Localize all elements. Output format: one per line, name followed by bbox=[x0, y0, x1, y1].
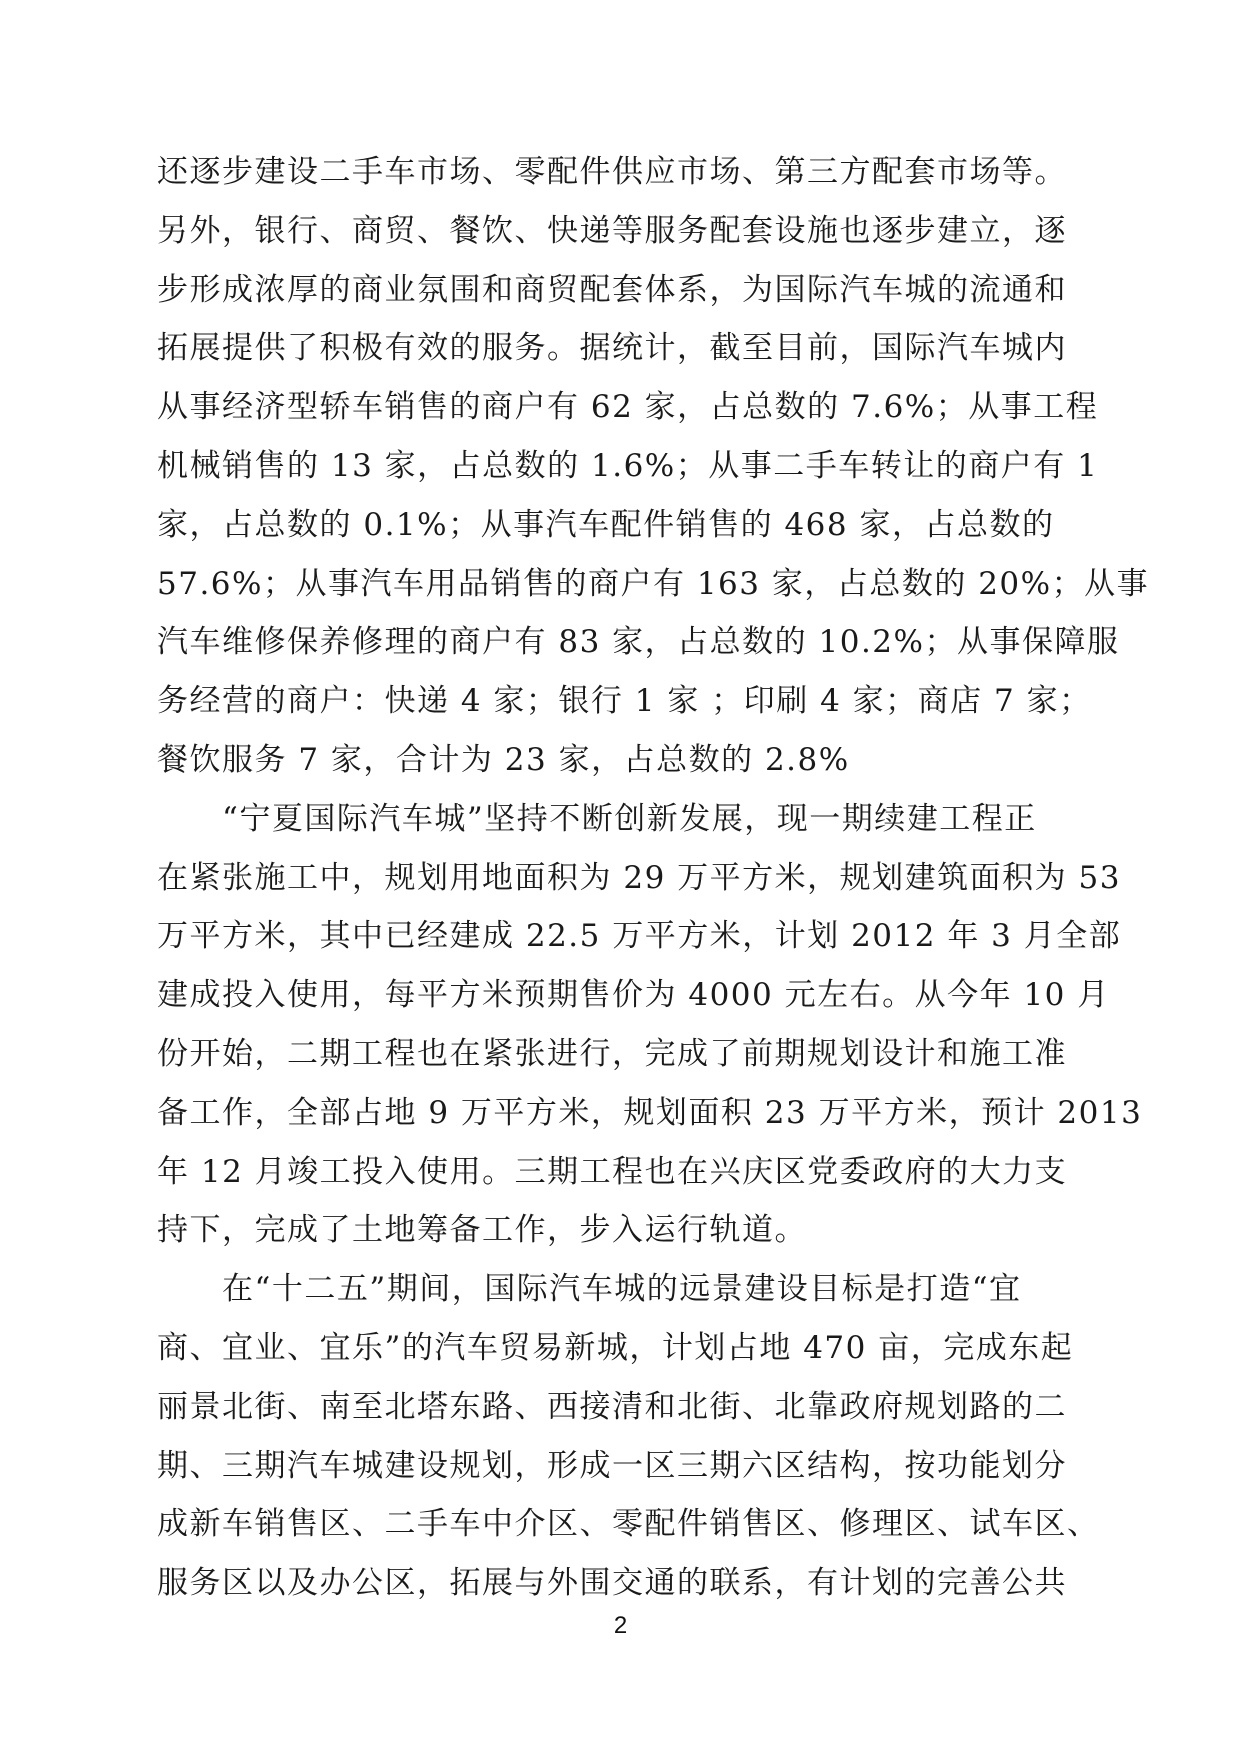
text-line-18: 年 12 月竣工投入使用。三期工程也在兴庆区党委政府的大力支 bbox=[157, 1153, 1068, 1190]
text-line-22: 丽景北街、南至北塔东路、西接清和北街、北靠政府规划路的二 bbox=[157, 1388, 1067, 1425]
text-line-14: 万平方米，其中已经建成 22.5 万平方米，计划 2012 年 3 月全部 bbox=[157, 918, 1122, 955]
text-line-4: 拓展提供了积极有效的服务。据统计，截至目前，国际汽车城内 bbox=[157, 330, 1067, 367]
text-line-12: “宁夏国际汽车城”坚持不断创新发展，现一期续建工程正 bbox=[157, 800, 1037, 837]
text-line-2: 另外，银行、商贸、餐饮、快递等服务配套设施也逐步建立，逐 bbox=[157, 212, 1067, 249]
text-line-20: 在“十二五”期间，国际汽车城的远景建设目标是打造“宜 bbox=[157, 1271, 1022, 1308]
text-line-15: 建成投入使用，每平方米预期售价为 4000 元左右。从今年 10 月 bbox=[157, 977, 1110, 1014]
text-line-16: 份开始，二期工程也在紧张进行，完成了前期规划设计和施工准 bbox=[157, 1035, 1067, 1072]
text-line-1: 还逐步建设二手车市场、零配件供应市场、第三方配套市场等。 bbox=[157, 154, 1067, 190]
text-line-21: 商、宜业、宜乐”的汽车贸易新城，计划占地 470 亩，完成东起 bbox=[157, 1329, 1074, 1366]
text-line-3: 步形成浓厚的商业氛围和商贸配套体系，为国际汽车城的流通和 bbox=[157, 271, 1067, 308]
text-line-19: 持下，完成了土地筹备工作，步入运行轨道。 bbox=[157, 1212, 807, 1249]
text-line-9: 汽车维修保养修理的商户有 83 家，占总数的 10.2%；从事保障服 bbox=[157, 624, 1120, 661]
text-line-17: 备工作，全部占地 9 万平方米，规划面积 23 万平方米，预计 2013 bbox=[157, 1094, 1143, 1131]
page-number: 2 bbox=[613, 1612, 628, 1639]
text-line-13: 在紧张施工中，规划用地面积为 29 万平方米，规划建筑面积为 53 bbox=[157, 859, 1121, 896]
text-line-24: 成新车销售区、二手车中介区、零配件销售区、修理区、试车区、 bbox=[157, 1506, 1100, 1543]
text-line-25: 服务区以及办公区，拓展与外围交通的联系，有计划的完善公共 bbox=[157, 1565, 1067, 1602]
body-text bbox=[157, 143, 1150, 1613]
text-line-6: 机械销售的 13 家，占总数的 1.6%；从事二手车转让的商户有 1 bbox=[157, 447, 1099, 484]
text-line-23: 期、三期汽车城建设规划，形成一区三期六区结构，按功能划分 bbox=[157, 1447, 1067, 1484]
text-line-10: 务经营的商户：快递 4 家；银行 1 家 ；印刷 4 家；商店 7 家； bbox=[157, 683, 1092, 720]
text-line-11: 餐饮服务 7 家，合计为 23 家，占总数的 2.8% bbox=[157, 741, 850, 778]
text-line-8: 57.6%；从事汽车用品销售的商户有 163 家，占总数的 20%；从事 bbox=[157, 565, 1150, 602]
text-line-5: 从事经济型轿车销售的商户有 62 家，占总数的 7.6%；从事工程 bbox=[157, 389, 1099, 426]
text-line-7: 家，占总数的 0.1%；从事汽车配件销售的 468 家，占总数的 bbox=[157, 506, 1055, 543]
